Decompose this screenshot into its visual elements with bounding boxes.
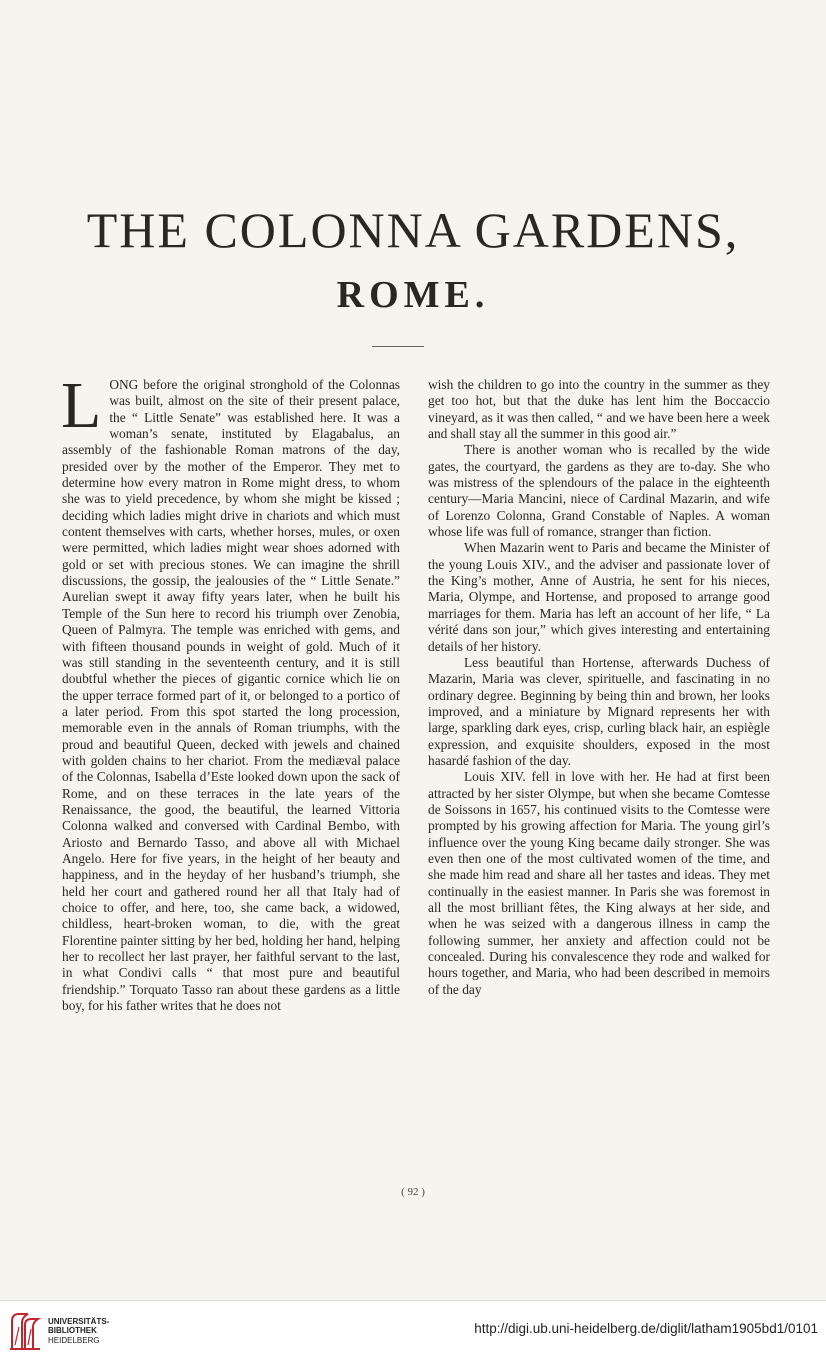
heidelberg-library-logo-icon[interactable] — [8, 1311, 42, 1351]
right-column — [428, 377, 770, 998]
paragraph: Louis XIV. fell in love with her. He had at first been attracted by her sister Olympe, but when she became Comtesse de Soissons in 1657, his continued visits to the Comtesse were prompted by his growing affection for Maria. The young girl’s influence over the young King became daily stronger. She was even then one of the most cultivated women of the time, and she made him read and share all her tastes and ideas. They met continually in the easiest manner. In Paris she was foremost in all the most brilliant fêtes, the King always at her side, and when he was seized with a dangerous illness in camp the following summer, her anxiety and affection could not be concealed. During his convalescence they rode and walked for hours together, and Maria, who had been described in memoirs of the day — [428, 769, 770, 997]
paragraph — [61, 369, 400, 1014]
page-number: ( 92 ) — [401, 1186, 425, 1198]
page-subtitle: ROME. — [336, 274, 490, 316]
left-column — [61, 369, 400, 1014]
page-title: THE COLONNA GARDENS, — [86, 202, 740, 258]
paragraph: When Mazarin went to Paris and became the Minister of the young Louis XIV., and the adviser and passionate lover of the King’s mother, Anne of Austria, he sent for his nieces, Maria, Olympe, and Hortense, and proposed to arrange good marriages for them. Maria has left an account of her life, “ La vérité dans son jour,” which gives interesting and entertaining details of her history. — [428, 540, 770, 654]
drop-cap: L — [61, 369, 102, 442]
library-footer — [0, 1300, 826, 1362]
paragraph-text: ONG before the original stronghold of the Colonnas was built, almost on the site of their present palace, the “ Little Senate” was established here. It was a woman’s senate, instituted by Elagabalus, an assembly of the fashionable Roman matrons of the day, presided over by the mother of the Emperor. They met to determine how every matron in Rome might dress, to whom she was to yield precedence, by whom she might be kissed ; deciding which ladies might drive in chariots and which must content themselves with carts, whether horses, mules, or oxen were permitted, which ladies might wear shoes adorned with gold or set with precious stones. We can imagine the shrill discussions, the gossip, the jealousies of the “ Little Senate.” Aurelian swept it away fifty years later, when he built his Temple of the Sun here to record his triumph over Zenobia, Queen of Palmyra. The temple was enriched with gems, and with fifteen thousand pounds in weight of gold. Much of it was still standing in the seventeenth century, and it is still doubtful whether the pieces of gigantic cornice which lie on the upper terrace formed part of it, or belonged to a portico of a later period. From this spot started the long procession, memorable even in the annals of Roman triumphs, with the proud and beautiful Queen, decked with jewels and chained with golden chains to her chariot. From the mediæval palace of the Colonnas, Isabella d’Este looked down upon the sack of Rome, and on these terraces in the late years of the Renaissance, the good, the beautiful, the learned Vittoria Colonna walked and conversed with Cardinal Bembo, with Ariosto and Bernardo Tasso, and above all with Michael Angelo. Here for five years, in the height of her beauty and happiness, and in the heyday of her husband’s triumph, she held her court and gathered round her all that Italy had of choice to offer, and here, too, she came back, a widowed, childless, heart-broken woman, to die, with the great Florentine painter sitting by her bed, holding her hand, helping her to recollect her last prayer, her faithful servant to the last, in what Condivi calls “ that most pure and beautiful friendship.” Torquato Tasso ran about these gardens as a little boy, for his father writes that he does not — [62, 377, 400, 1014]
title-divider — [372, 346, 424, 347]
permalink-url[interactable]: http://digi.ub.uni-heidelberg.de/diglit/latham1905bd1/0101 — [474, 1321, 818, 1336]
library-name-line: HEIDELBERG — [48, 1335, 100, 1345]
paragraph: There is another woman who is recalled by the wide gates, the courtyard, the gardens as they are to-day. She who was mistress of the splendours of the palace in the eighteenth century—Maria Mancini, niece of Cardinal Mazarin, and wife of Lorenzo Colonna, Grand Constable of Naples. A woman whose life was full of romance, stranger than fiction. — [428, 442, 770, 540]
paragraph: Less beautiful than Hortense, afterwards Duchess of Mazarin, Maria was clever, spirituelle, and fascinating in no ordinary degree. Beginning by being thin and brown, her looks improved, and a miniature by Mignard represents her with large, sparkling dark eyes, crisp, curling black hair, an espiègle expression, and exquisite shoulders, exposed in the most hasardé fashion of the day. — [428, 654, 770, 768]
library-name — [48, 1317, 109, 1345]
library-name-line: BIBLIOTHEK — [48, 1326, 97, 1336]
paragraph: wish the children to go into the country in the summer as they get too hot, but that the duke has lent him the Boccaccio vineyard, as it was then called, “ and we have been here a week and shall stay all the summer in this good air.” — [428, 377, 770, 442]
library-name-line: UNIVERSITÄTS- — [48, 1317, 110, 1326]
